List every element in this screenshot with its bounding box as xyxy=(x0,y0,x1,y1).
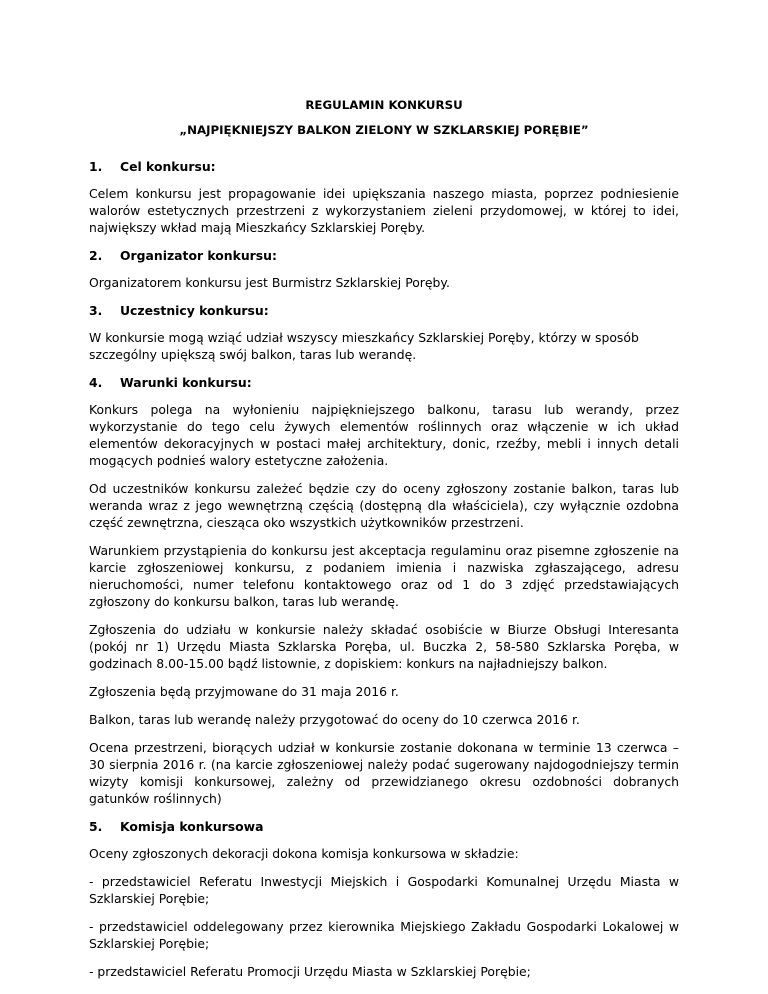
document-subtitle: „NAJPIĘKNIEJSZY BALKON ZIELONY W SZKLARSKIEJ PORĘBIE” xyxy=(179,123,589,137)
paragraph: Zgłoszenia do udziału w konkursie należy składać osobiście w Biurze Obsługi Interesanta (pokój nr 1) Urzędu Miasta Szklarska Poręba, ul. Buczka 2, 58-580 Szklarska Poręba, w godzinach 8.00-15.00 bądź listownie, z dopiskiem: konkurs na najładniejszy balkon. xyxy=(89,622,679,671)
paragraph: Celem konkursu jest propagowanie idei upiększania naszego miasta, poprzez podniesienie walorów estetycznych przestrzeni z wykorzystaniem zieleni przydomowej, w której to idei, największy wkład mają Mieszkańcy Szklarskiej Poręby. xyxy=(89,186,679,235)
list-item: - przedstawiciel Referatu Inwestycji Miejskich i Gospodarki Komunalnej Urzędu Miasta w Szklarskiej Porębie; xyxy=(89,874,679,906)
list-item: - przedstawiciel Referatu Promocji Urzędu Miasta w Szklarskiej Porębie; xyxy=(89,964,531,979)
document-body xyxy=(89,158,679,991)
paragraph: Warunkiem przystąpienia do konkursu jest akceptacja regulaminu oraz pisemne zgłoszenie na karcie zgłoszeniowej konkursu, z podaniem imienia i nazwiska zgłaszającego, adresu nieruchomości, numer telefonu kontaktowego oraz od 1 do 3 zdjęć przedstawiających zgłoszony do konkursu balkon, taras lub werandę. xyxy=(89,543,679,609)
list-item: - przedstawiciel oddelegowany przez kierownika Miejskiego Zakładu Gospodarki Lokalowej w Szklarskiej Porębie; xyxy=(89,919,679,951)
section-title: Cel konkursu: xyxy=(120,159,216,174)
paragraph: Balkon, taras lub werandę należy przygotować do oceny do 10 czerwca 2016 r. xyxy=(89,712,580,727)
section-title: Komisja konkursowa xyxy=(120,819,264,834)
section-heading xyxy=(89,302,679,319)
section-number: 4. xyxy=(89,375,103,390)
paragraph: Ocena przestrzeni, biorących udział w konkursie zostanie dokonana w terminie 13 czerwca – 30 sierpnia 2016 r. (na karcie zgłoszeniowej należy podać sugerowany najdogodniejszy termin wizyty komisji konkursowej, zależny od przewidzianego okresu ozdobności dobranych gatunków roślinnych) xyxy=(89,740,679,806)
section-heading xyxy=(89,374,679,391)
section-title: Organizator konkursu: xyxy=(120,248,277,263)
paragraph: Od uczestników konkursu zależeć będzie czy do oceny zgłoszony zostanie balkon, taras lub weranda wraz z jego wewnętrzną częścią (dostępną dla właściciela), czy wyłącznie ozdobna część zewnętrzna, ciesząca oko wszystkich użytkowników przestrzeni. xyxy=(89,481,679,530)
section-heading xyxy=(89,818,679,835)
paragraph: Oceny zgłoszonych dekoracji dokona komisja konkursowa w składzie: xyxy=(89,846,519,861)
section-title: Warunki konkursu: xyxy=(120,375,252,390)
section-heading xyxy=(89,158,679,175)
section-number: 1. xyxy=(89,159,103,174)
document-title: REGULAMIN KONKURSU xyxy=(305,98,463,112)
paragraph: Zgłoszenia będą przyjmowane do 31 maja 2016 r. xyxy=(89,684,399,699)
section-title: Uczestnicy konkursu: xyxy=(120,303,269,318)
paragraph: Organizatorem konkursu jest Burmistrz Szklarskiej Poręby. xyxy=(89,275,450,290)
section-number: 3. xyxy=(89,303,103,318)
title-block xyxy=(80,98,688,138)
section-number: 5. xyxy=(89,819,103,834)
section-heading xyxy=(89,247,679,264)
paragraph: Konkurs polega na wyłonieniu najpiękniejszego balkonu, tarasu lub werandy, przez wykorzystanie do tego celu żywych elementów roślinnych oraz włączenie w ich układ elementów dekoracyjnych w postaci małej architektury, donic, rzeźby, mebli i innych detali mogących podnieś walory estetyczne założenia. xyxy=(89,402,679,468)
paragraph: W konkursie mogą wziąć udział wszyscy mieszkańcy Szklarskiej Poręby, którzy w sposób szczególny upiększą swój balkon, taras lub werandę. xyxy=(89,330,639,362)
section-number: 2. xyxy=(89,248,103,263)
